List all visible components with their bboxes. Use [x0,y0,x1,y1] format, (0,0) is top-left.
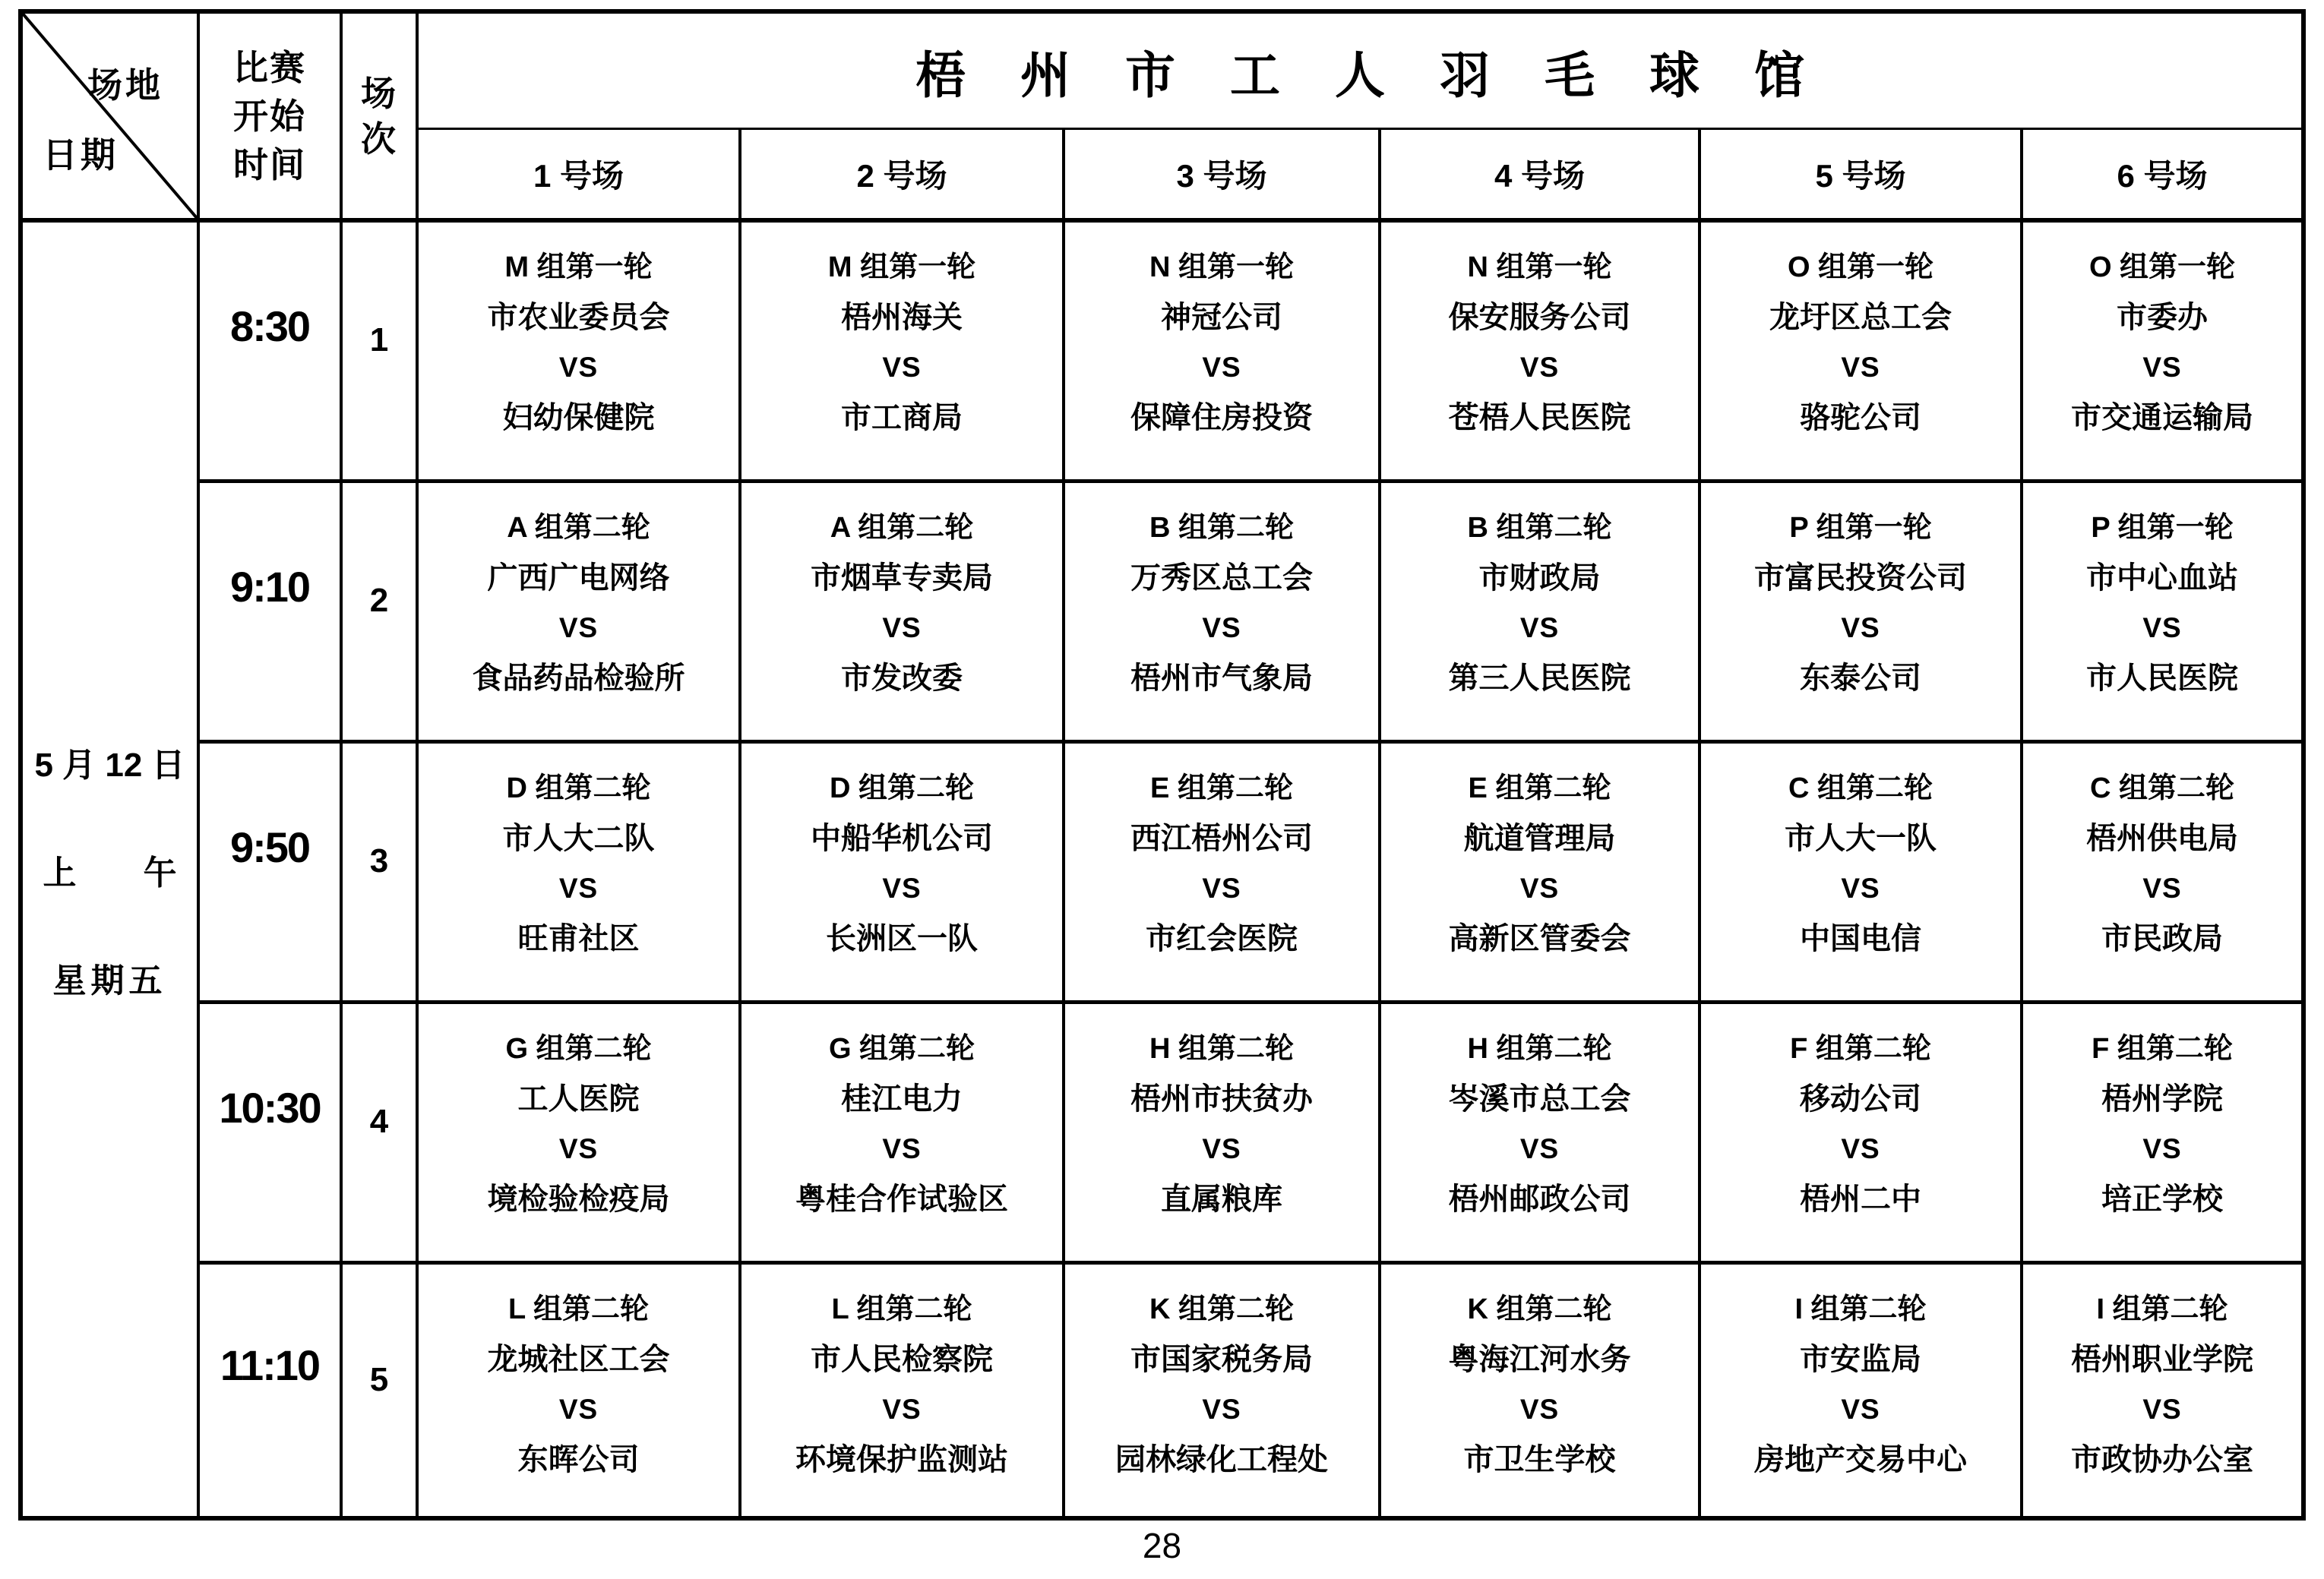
match-round: K 组第二轮 [1467,1293,1612,1325]
date-cell [23,223,200,1516]
match-team1: 龙城社区工会 [487,1343,670,1376]
match-cell [2023,1265,2301,1516]
match-team2: 中国电信 [1800,922,1921,955]
session-cell: 3 [343,744,419,1004]
match-cell [741,223,1065,483]
match-team2: 市民政局 [2101,922,2223,955]
match-round: M 组第一轮 [504,251,653,283]
vs-label: VS [558,1133,599,1164]
match-team1: 桂江电力 [841,1082,963,1116]
match-team1: 西江梧州公司 [1130,822,1313,855]
match-cell [419,223,741,483]
date-line: 星期五 [52,962,167,1000]
match-round: O 组第一轮 [2088,251,2236,283]
match-team2: 长洲区一队 [826,922,978,955]
match-team1: 市国家税务局 [1130,1343,1313,1376]
time-cell: 11:10 [200,1265,343,1516]
match-round: N 组第一轮 [1149,251,1294,283]
match-team2: 房地产交易中心 [1754,1443,1967,1476]
vs-label: VS [882,1394,922,1425]
vs-label: VS [2142,873,2182,904]
vs-label: VS [558,352,599,383]
match-team2: 市工商局 [841,401,963,434]
match-team1: 神冠公司 [1161,301,1282,334]
match-cell [741,744,1065,1004]
match-round: M 组第一轮 [827,251,976,283]
vs-label: VS [1519,1133,1560,1164]
match-cell [2023,483,2301,744]
vs-label: VS [1202,1133,1241,1164]
match-team2: 市人民医院 [2086,662,2238,695]
page-number: 28 [1142,1526,1182,1565]
match-team2: 妇幼保健院 [502,401,655,434]
match-round: D 组第二轮 [506,772,651,804]
schedule-table [18,9,2306,1521]
match-team2: 东晖公司 [517,1443,640,1476]
match-round: N 组第一轮 [1467,251,1612,283]
vs-label: VS [2142,612,2182,643]
match-team1: 岑溪市总工会 [1448,1082,1631,1116]
match-round: O 组第一轮 [1787,251,1934,283]
court-header-4: 4 号场 [1381,130,1701,223]
match-round: G 组第二轮 [505,1033,652,1065]
match-cell [1065,1265,1381,1516]
match-round: B 组第二轮 [1149,512,1294,544]
match-team1: 粤海江河水务 [1448,1343,1631,1376]
match-cell [1701,1004,2023,1265]
time-cell: 10:30 [200,1004,343,1265]
start-time-header-line: 时间 [233,144,306,185]
match-team1: 移动公司 [1800,1082,1921,1116]
match-cell [419,744,741,1004]
match-team1: 市人大二队 [502,822,655,855]
time-cell: 8:30 [200,223,343,483]
venue-title: 梧州市工人羽毛球馆 [419,14,2301,130]
match-team2: 高新区管委会 [1448,922,1631,955]
match-round: E 组第二轮 [1150,772,1293,804]
vs-label: VS [1841,352,1880,383]
match-cell [1381,223,1701,483]
match-team1: 市烟草专卖局 [811,561,993,595]
session-cell: 1 [343,223,419,483]
match-cell [741,483,1065,744]
vs-label: VS [1841,873,1880,904]
corner-date-label: 日期 [43,135,119,175]
match-cell [2023,744,2301,1004]
match-team1: 市委办 [2117,301,2208,334]
match-round: I 组第二轮 [1794,1293,1927,1325]
vs-label: VS [1202,612,1241,643]
match-team1: 中船华机公司 [811,822,993,855]
match-team1: 龙圩区总工会 [1769,301,1952,334]
match-team2: 市发改委 [841,662,963,695]
date-line: 5 月 12 日 [34,746,185,784]
match-team2: 东泰公司 [1800,662,1921,695]
match-round: A 组第二轮 [830,512,974,544]
vs-label: VS [1202,352,1241,383]
vs-label: VS [1841,1394,1880,1425]
match-cell [1701,483,2023,744]
match-round: I 组第二轮 [2096,1293,2228,1325]
vs-label: VS [1202,1394,1241,1425]
match-round: F 组第二轮 [2092,1033,2233,1065]
session-cell: 5 [343,1265,419,1516]
match-round: H 组第二轮 [1149,1033,1294,1065]
match-team1: 航道管理局 [1463,822,1616,855]
match-team1: 梧州市扶贫办 [1130,1082,1313,1116]
match-team1: 市人民检察院 [811,1343,993,1376]
session-cell: 2 [343,483,419,744]
match-team2: 市交通运输局 [2071,401,2253,434]
match-team2: 梧州市气象局 [1130,662,1313,695]
match-round: A 组第二轮 [507,512,650,544]
match-cell [1065,1004,1381,1265]
match-team2: 梧州二中 [1800,1183,1921,1216]
court-header-5: 5 号场 [1701,130,2023,223]
match-team1: 市农业委员会 [487,301,670,334]
match-team2: 直属粮库 [1161,1183,1282,1216]
match-team2: 旺甫社区 [517,922,640,955]
diagonal-divider-line [23,14,197,218]
vs-label: VS [558,873,599,904]
court-header-3: 3 号场 [1065,130,1381,223]
vs-label: VS [2142,1133,2182,1164]
match-round: L 组第二轮 [831,1293,972,1325]
match-cell [1381,744,1701,1004]
session-header-line: 次 [361,118,397,159]
match-round: P 组第一轮 [2091,512,2234,544]
match-team2: 保障住房投资 [1130,401,1313,434]
vs-label: VS [882,352,922,383]
match-team1: 梧州供电局 [2086,822,2238,855]
start-time-header-line: 比赛 [233,47,306,87]
match-team2: 梧州邮政公司 [1448,1183,1631,1216]
match-team2: 骆驼公司 [1800,401,1921,434]
vs-label: VS [1519,612,1560,643]
match-round: C 组第二轮 [1788,772,1933,804]
match-team1: 万秀区总工会 [1130,561,1313,595]
session-header [343,14,419,223]
court-header-1: 1 号场 [419,130,741,223]
vs-label: VS [558,612,599,643]
vs-label: VS [882,1133,922,1164]
match-team1: 梧州海关 [841,301,963,334]
match-cell [419,1004,741,1265]
vs-label: VS [1841,1133,1880,1164]
vs-label: VS [1519,873,1560,904]
match-cell [1065,483,1381,744]
vs-label: VS [882,612,922,643]
match-team2: 环境保护监测站 [795,1443,1008,1476]
match-round: B 组第二轮 [1467,512,1612,544]
time-cell: 9:10 [200,483,343,744]
vs-label: VS [1841,612,1880,643]
match-cell [1381,483,1701,744]
court-header-2: 2 号场 [741,130,1065,223]
vs-label: VS [558,1394,599,1425]
match-team2: 市政协办公室 [2071,1443,2253,1476]
match-team2: 苍梧人民医院 [1448,401,1631,434]
match-team1: 市安监局 [1800,1343,1921,1376]
match-round: C 组第二轮 [2089,772,2234,804]
corner-venue-label: 场地 [87,65,163,105]
match-team1: 市财政局 [1478,561,1601,595]
match-team1: 工人医院 [517,1082,640,1116]
match-team1: 市富民投资公司 [1754,561,1967,595]
match-cell [1701,1265,2023,1516]
match-round: H 组第二轮 [1467,1033,1612,1065]
match-cell [1381,1265,1701,1516]
match-team2: 培正学校 [2101,1183,2223,1216]
vs-label: VS [1519,352,1560,383]
match-team1: 保安服务公司 [1448,301,1631,334]
match-cell [1065,744,1381,1004]
match-cell [741,1004,1065,1265]
match-team2: 粤桂合作试验区 [795,1183,1008,1216]
corner-cell [23,14,200,223]
match-cell [741,1265,1065,1516]
match-round: F 组第二轮 [1790,1033,1931,1065]
match-team1: 市中心血站 [2086,561,2238,595]
match-cell [1381,1004,1701,1265]
match-round: L 组第二轮 [507,1293,650,1325]
date-line: 上 午 [43,854,177,892]
session-header-line: 场 [361,73,397,113]
vs-label: VS [1202,873,1241,904]
match-round: D 组第二轮 [829,772,974,804]
match-cell [1065,223,1381,483]
match-team1: 梧州学院 [2101,1082,2223,1116]
match-cell [419,1265,741,1516]
match-team2: 园林绿化工程处 [1115,1443,1328,1476]
match-team1: 梧州职业学院 [2071,1343,2253,1376]
vs-label: VS [2142,352,2182,383]
match-round: K 组第二轮 [1149,1293,1294,1325]
court-header-6: 6 号场 [2023,130,2301,223]
session-cell: 4 [343,1004,419,1265]
match-team1: 市人大一队 [1785,822,1937,855]
match-team1: 广西广电网络 [487,561,670,595]
match-cell [419,483,741,744]
match-team2: 第三人民医院 [1448,662,1631,695]
match-round: P 组第一轮 [1789,512,1932,544]
time-cell: 9:50 [200,744,343,1004]
vs-label: VS [2142,1394,2182,1425]
match-team2: 市卫生学校 [1463,1443,1616,1476]
start-time-header-line: 开始 [233,96,306,136]
match-round: E 组第二轮 [1468,772,1611,804]
match-cell [2023,223,2301,483]
vs-label: VS [882,873,922,904]
match-team2: 境检验检疫局 [487,1183,670,1216]
vs-label: VS [1519,1394,1560,1425]
match-cell [1701,744,2023,1004]
match-team2: 市红会医院 [1146,922,1298,955]
match-cell [1701,223,2023,483]
match-round: G 组第二轮 [828,1033,975,1065]
match-cell [2023,1004,2301,1265]
match-team2: 食品药品检验所 [472,662,685,695]
start-time-header [200,14,343,223]
